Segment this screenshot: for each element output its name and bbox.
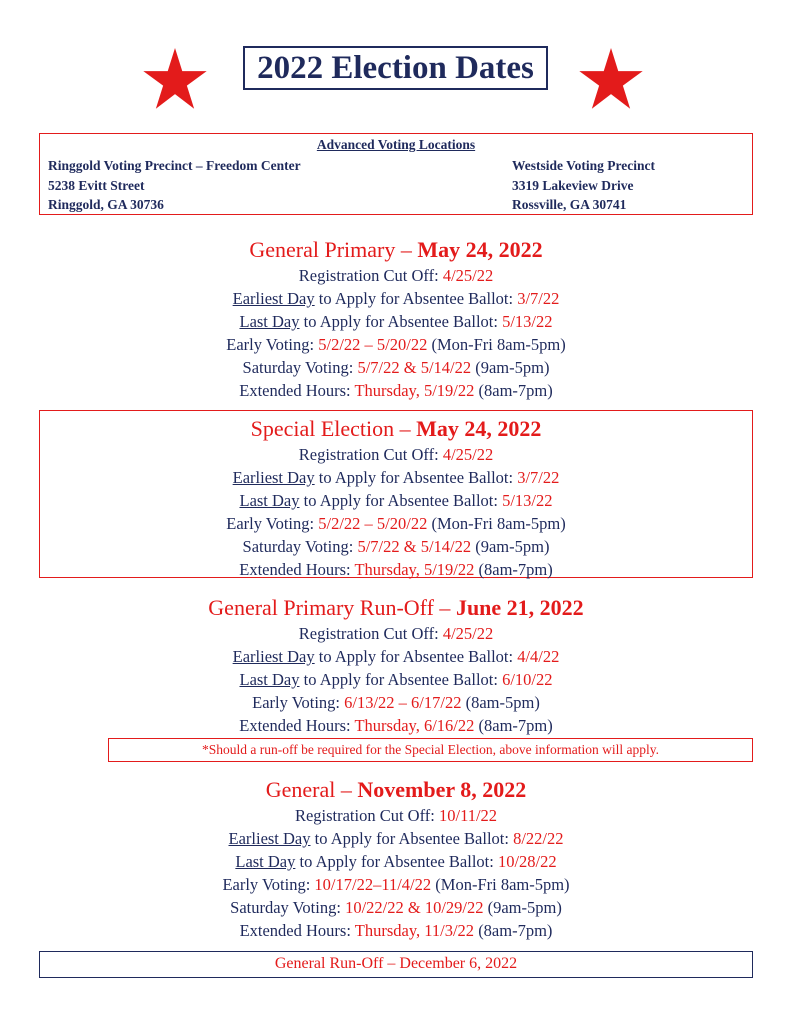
hours: (8am-7pm) <box>474 921 553 940</box>
section-heading <box>39 236 753 264</box>
value: Thursday, 5/19/22 <box>354 381 475 400</box>
value: 5/2/22 – 5/20/22 <box>318 335 428 354</box>
location-street: 5238 Evitt Street <box>48 177 145 193</box>
hours: (Mon-Fri 8am-5pm) <box>431 875 570 894</box>
early-voting-line <box>39 333 753 356</box>
label: to Apply for Absentee Ballot: <box>314 289 518 308</box>
value: 5/13/22 <box>502 491 553 510</box>
extended-hours-line <box>39 714 753 737</box>
value: 3/7/22 <box>517 468 560 487</box>
label: Early Voting: <box>252 693 345 712</box>
section-heading <box>40 415 752 443</box>
hours: (8am-5pm) <box>461 693 540 712</box>
label-underlined: Earliest Day <box>232 289 315 308</box>
locations-heading: Advanced Voting Locations <box>316 137 476 152</box>
location-westside <box>512 156 655 215</box>
label-underlined: Last Day <box>235 852 296 871</box>
label: Extended Hours: <box>239 381 355 400</box>
label: Extended Hours: <box>239 560 355 579</box>
saturday-voting-line <box>39 896 753 919</box>
value: 4/4/22 <box>517 647 560 666</box>
hours: (8am-7pm) <box>474 381 553 400</box>
election-date: May 24, 2022 <box>417 237 543 262</box>
label: Saturday Voting: <box>242 358 358 377</box>
value: 5/13/22 <box>502 312 553 331</box>
early-voting-line <box>39 873 753 896</box>
label: Registration Cut Off: <box>298 266 443 285</box>
primary-runoff-section <box>39 594 753 737</box>
value: 4/25/22 <box>442 266 494 285</box>
hours: (9am-5pm) <box>471 537 550 556</box>
last-day-line <box>39 310 753 333</box>
last-day-line <box>39 668 753 691</box>
location-street: 3319 Lakeview Drive <box>512 177 634 193</box>
hours: (9am-5pm) <box>471 358 550 377</box>
label-underlined: Earliest Day <box>232 647 315 666</box>
value: 3/7/22 <box>517 289 560 308</box>
label: Saturday Voting: <box>242 537 358 556</box>
hours: (Mon-Fri 8am-5pm) <box>427 514 566 533</box>
location-city: Ringgold, GA 30736 <box>48 197 164 212</box>
label: to Apply for Absentee Ballot: <box>295 852 498 871</box>
last-day-line <box>40 489 752 512</box>
election-name: General Primary – <box>249 237 418 262</box>
value: 10/17/22–11/4/22 <box>314 875 432 894</box>
label-underlined: Last Day <box>239 312 300 331</box>
early-voting-line <box>40 512 752 535</box>
election-name: Special Election – <box>250 416 417 441</box>
early-voting-line <box>39 691 753 714</box>
label: to Apply for Absentee Ballot: <box>299 670 503 689</box>
page-title: 2022 Election Dates <box>243 46 548 90</box>
earliest-day-line <box>39 827 753 850</box>
earliest-day-line <box>39 645 753 668</box>
value: 5/2/22 – 5/20/22 <box>318 514 428 533</box>
election-name: General Primary Run-Off – <box>208 595 456 620</box>
label: to Apply for Absentee Ballot: <box>299 312 503 331</box>
label: to Apply for Absentee Ballot: <box>314 647 518 666</box>
label: Extended Hours: <box>239 716 355 735</box>
earliest-day-line <box>40 466 752 489</box>
general-runoff-box: General Run-Off – December 6, 2022 <box>39 951 753 978</box>
value: Thursday, 5/19/22 <box>354 560 475 579</box>
label: Early Voting: <box>222 875 315 894</box>
hours: (8am-7pm) <box>474 560 553 579</box>
label: Registration Cut Off: <box>294 806 439 825</box>
label: Early Voting: <box>226 335 319 354</box>
value: 6/13/22 – 6/17/22 <box>344 693 462 712</box>
location-name: Ringgold Voting Precinct – Freedom Center <box>48 158 301 173</box>
location-name: Westside Voting Precinct <box>512 158 655 173</box>
special-runoff-note: *Should a run-off be required for the Special Election, above information will apply. <box>108 738 753 762</box>
value: Thursday, 11/3/22 <box>354 921 475 940</box>
value: Thursday, 6/16/22 <box>354 716 475 735</box>
label: to Apply for Absentee Ballot: <box>310 829 514 848</box>
hours: (Mon-Fri 8am-5pm) <box>427 335 566 354</box>
saturday-voting-line <box>40 535 752 558</box>
hours: (8am-7pm) <box>474 716 553 735</box>
value: 5/7/22 & 5/14/22 <box>357 358 472 377</box>
star-icon <box>142 46 208 112</box>
hours: (9am-5pm) <box>483 898 562 917</box>
section-heading <box>39 776 753 804</box>
value: 6/10/22 <box>502 670 553 689</box>
star-icon <box>578 46 644 112</box>
extended-hours-line <box>40 558 752 581</box>
general-election-section <box>39 776 753 942</box>
registration-line <box>39 622 753 645</box>
label-underlined: Earliest Day <box>232 468 315 487</box>
election-date: June 21, 2022 <box>455 595 584 620</box>
value: 10/11/22 <box>439 806 498 825</box>
section-heading <box>39 594 753 622</box>
value: 5/7/22 & 5/14/22 <box>357 537 472 556</box>
election-date: November 8, 2022 <box>357 777 527 802</box>
label-underlined: Last Day <box>239 670 300 689</box>
election-name: General – <box>265 777 358 802</box>
last-day-line <box>39 850 753 873</box>
election-date: May 24, 2022 <box>416 416 542 441</box>
label: to Apply for Absentee Ballot: <box>299 491 503 510</box>
value: 4/25/22 <box>442 445 494 464</box>
location-city: Rossville, GA 30741 <box>512 197 627 212</box>
label-underlined: Earliest Day <box>228 829 311 848</box>
extended-hours-line <box>39 379 753 402</box>
label: to Apply for Absentee Ballot: <box>314 468 518 487</box>
value: 10/28/22 <box>497 852 557 871</box>
extended-hours-line <box>39 919 753 942</box>
label: Registration Cut Off: <box>298 624 443 643</box>
label: Extended Hours: <box>239 921 355 940</box>
earliest-day-line <box>39 287 753 310</box>
registration-line <box>40 443 752 466</box>
registration-line <box>39 264 753 287</box>
general-primary-section <box>39 236 753 402</box>
special-election-section <box>39 410 753 578</box>
label: Registration Cut Off: <box>298 445 443 464</box>
label: Early Voting: <box>226 514 319 533</box>
label-underlined: Last Day <box>239 491 300 510</box>
registration-line <box>39 804 753 827</box>
locations-box <box>39 133 753 215</box>
location-ringgold <box>48 156 301 215</box>
label: Saturday Voting: <box>230 898 346 917</box>
value: 4/25/22 <box>442 624 494 643</box>
value: 10/22/22 & 10/29/22 <box>345 898 484 917</box>
value: 8/22/22 <box>513 829 564 848</box>
saturday-voting-line <box>39 356 753 379</box>
